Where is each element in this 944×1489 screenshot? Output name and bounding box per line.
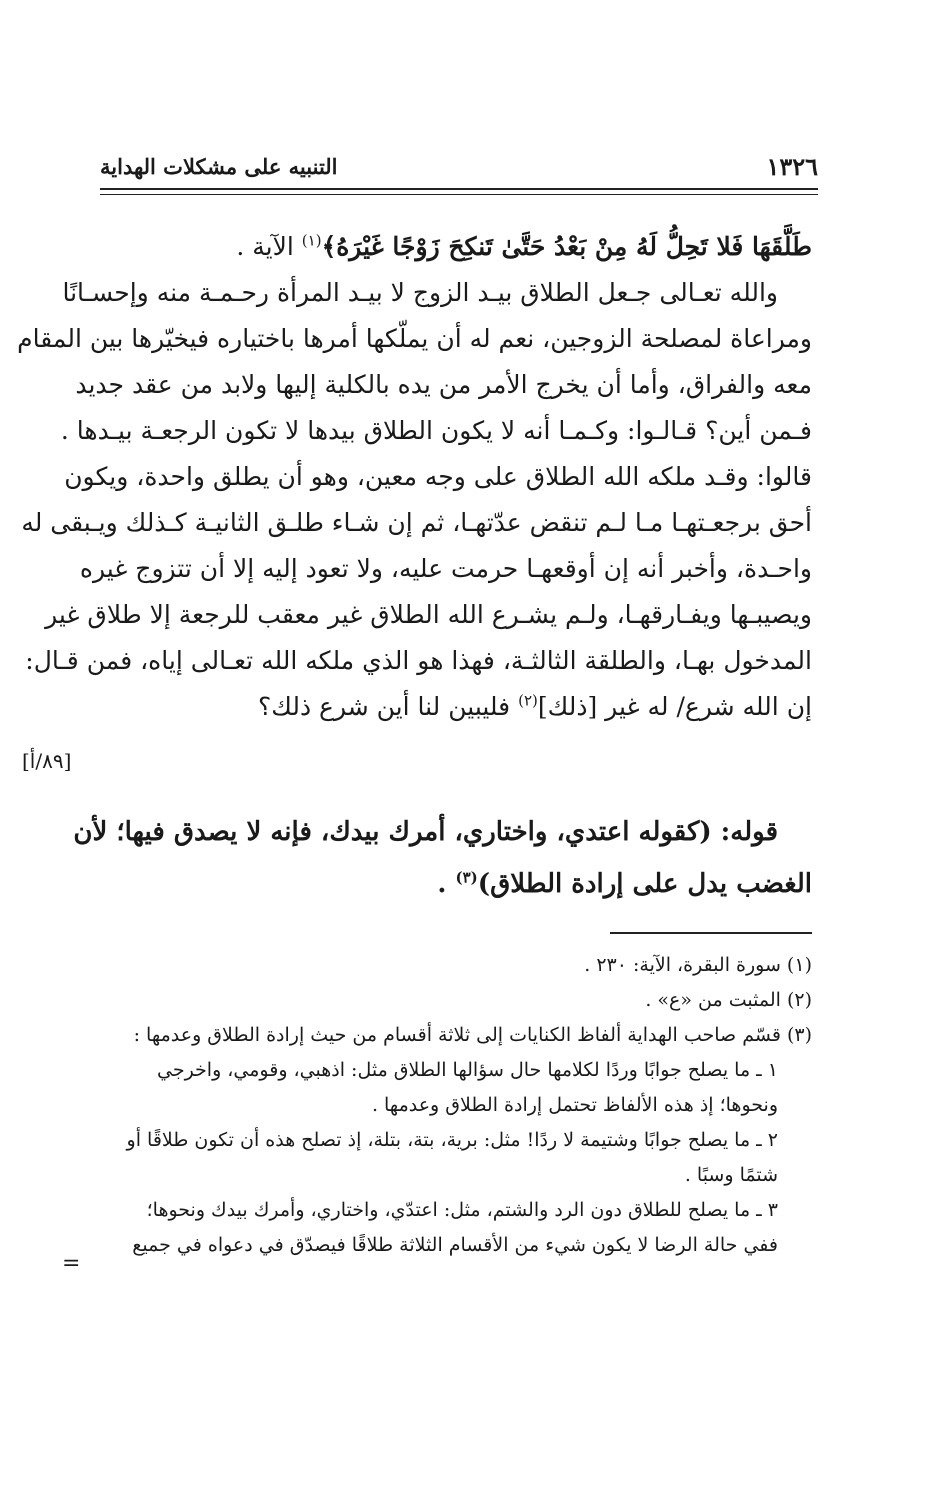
footnote-3-line: ١ ـ ما يصلح جوابًا وردًا لكلامها حال سؤالها الطلاق مثل: اذهبي، وقومي، واخرجي xyxy=(156,1059,778,1081)
footnote-ref-3: (٣) xyxy=(455,868,478,887)
footnote-3-line: ٣ ـ ما يصلح للطلاق دون الرد والشتم، مثل: اعتدّي، واختاري، وأمرك بيدك ونحوها؛ xyxy=(146,1199,778,1221)
header-rule-thin xyxy=(100,194,818,195)
quote-segment: الغضب يدل على إرادة الطلاق) xyxy=(477,869,812,899)
page-number: ١٣٢٦ xyxy=(766,152,818,181)
verse-tail: الآية . xyxy=(236,232,302,261)
text-line: فـمن أين؟ قـالـوا: وكـمـا أنه لا يكون الطلاق بيدها لا تكون الرجعـة بيـدها . xyxy=(60,416,812,445)
quoted-passage xyxy=(73,806,812,910)
text-segment: فليبين لنا أين شرع ذلك؟ xyxy=(258,692,519,721)
quote-line: قوله: (كقوله اعتدي، واختاري، أمرك بيدك، فإنه لا يصدق فيها؛ لأن xyxy=(73,817,778,847)
main-text xyxy=(17,224,812,730)
footnote-3-line: ٢ ـ ما يصلح جوابًا وشتيمة لا ردًا! مثل: برية، بتة، بتلة، إذ تصلح هذه أن تكون طلاقًا أو xyxy=(126,1129,778,1151)
footnote-ref-2: (٢) xyxy=(518,691,538,710)
header-rule-thick xyxy=(100,188,818,190)
text-line: أحق برجعـتهـا مـا لـم تنقض عدّتهـا، ثم إن شـاء طلـق الثانيـة كـذلك ويـبقى له xyxy=(21,508,812,537)
continuation-mark: = xyxy=(62,1251,81,1276)
footnote-3-line: شتمًا وسبًا . xyxy=(684,1164,778,1186)
footnotes xyxy=(100,948,812,1263)
footnote-2: (٢) المثبت من «ع» . xyxy=(645,989,812,1011)
verse-line xyxy=(100,224,812,270)
footnote-ref-1: (١) xyxy=(301,231,322,250)
quran-verse: طَلَّقَهَا فَلا تَحِلُّ لَهُ مِنْ بَعْدُ حَتَّىٰ تَنكِحَ زَوْجًا غَيْرَهُ﴾ xyxy=(321,232,812,261)
text-line: ويصيبـها ويفـارقهـا، ولـم يشـرع الله الطلاق غير معقب للرجعة إلا طلاق غير xyxy=(45,600,812,629)
page-header xyxy=(100,150,818,184)
manuscript-folio-ref: [٨٩/أ] xyxy=(22,749,72,773)
footnote-3-line: ونحوها؛ إذ هذه الألفاظ تحتمل إرادة الطلاق وعدمها . xyxy=(371,1094,778,1116)
text-line: واحـدة، وأخبر أنه إن أوقعهـا حرمت عليه، ولا تعود إليه إلا أن تتزوج غيره xyxy=(79,554,812,583)
quote-tail: . xyxy=(437,869,456,899)
text-line: معه والفراق، وأما أن يخرج الأمر من يده بالكلية إليها ولابد من عقد جديد xyxy=(75,370,812,399)
footnote-3: (٣) قسّم صاحب الهداية ألفاظ الكنايات إلى ثلاثة أقسام من حيث إرادة الطلاق وعدمها : xyxy=(133,1024,812,1046)
text-line: ومراعاة لمصلحة الزوجين، نعم له أن يملّكها أمرها باختياره فيخيّرها بين المقام xyxy=(17,324,812,353)
quote-line xyxy=(100,858,812,910)
text-line: المدخول بهـا، والطلقة الثالثـة، فهذا هو الذي ملكه الله تعـالى إياه، فمن قـال: xyxy=(25,646,812,675)
footnote-separator xyxy=(610,932,812,934)
text-line: والله تعـالى جـعل الطلاق بيـد الزوج لا بيـد المرأة رحـمـة منه وإحسـانًا xyxy=(62,278,778,307)
text-segment: إن الله شرع/ له غير [ذلك] xyxy=(537,692,812,721)
footnote-1: (١) سورة البقرة، الآية: ٢٣٠ . xyxy=(584,954,812,976)
text-line: قالوا: وقـد ملكه الله الطلاق على وجه معين، وهو أن يطلق واحدة، ويكون xyxy=(64,462,812,491)
footnote-3-line: ففي حالة الرضا لا يكون شيء من الأقسام الثلاثة طلاقًا فيصدّق في دعواه في جميع xyxy=(132,1234,778,1256)
running-title: التنبيه على مشكلات الهداية xyxy=(100,154,338,179)
text-line-last xyxy=(100,684,812,730)
